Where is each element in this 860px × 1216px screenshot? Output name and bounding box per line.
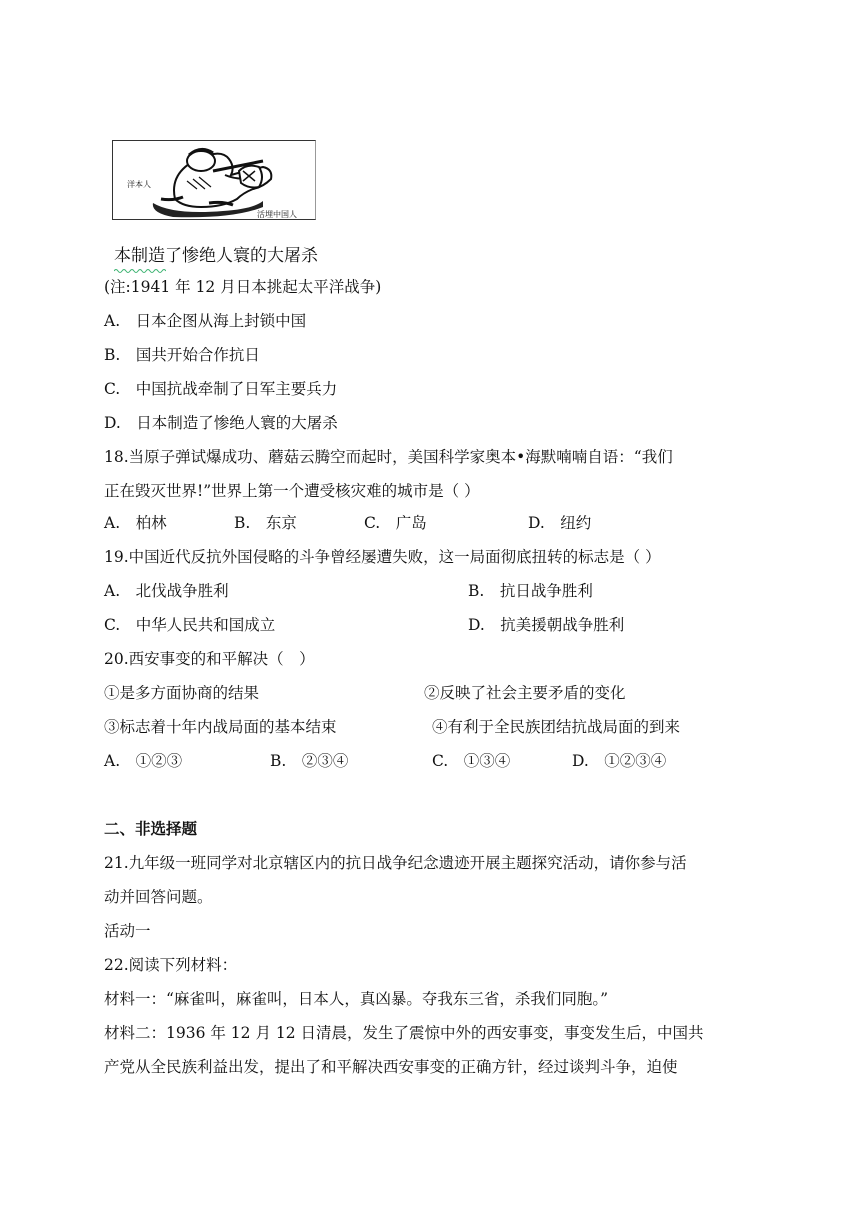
q19-stem: 19.中国近代反抗外国侵略的斗争曾经屡遭失败，这一局面彻底扭转的标志是（ ）	[104, 548, 661, 566]
q20-option-d: D. ①②③④	[572, 752, 667, 770]
cartoon-left-label: 洋本人	[127, 180, 151, 189]
q17-option-d: D. 日本制造了惨绝人寰的大屠杀	[104, 414, 338, 432]
q20-option-b: B. ②③④	[270, 752, 349, 770]
section-heading: 二、非选择题	[104, 820, 198, 838]
q18-stem-line2: 正在毁灭世界!”世界上第一个遭受核灾难的城市是（ ）	[104, 482, 480, 500]
q20-stem: 20.西安事变的和平解决（ ）	[104, 650, 315, 668]
q18-stem-line1: 18.当原子弹试爆成功、蘑菇云腾空而起时，美国科学家奥本•海默喃喃自语：“我们	[104, 448, 673, 466]
q19-option-d: D. 抗美援朝战争胜利	[468, 616, 625, 634]
material-2-line1: 材料二：1936 年 12 月 12 日清晨，发生了震惊中外的西安事变，事变发生后，中国共	[104, 1024, 704, 1042]
q20-item-4: ④有利于全民族团结抗战局面的到来	[432, 718, 681, 736]
q19-option-b: B. 抗日战争胜利	[468, 582, 593, 600]
q17-note: (注:1941 年 12 月日本挑起太平洋战争)	[104, 278, 382, 296]
q18-option-d: D. 纽约	[528, 514, 592, 532]
cartoon-image	[112, 140, 316, 220]
q19-option-c: C. 中华人民共和国成立	[104, 616, 276, 634]
activity-label: 活动一	[104, 922, 151, 940]
cartoon-drawing	[113, 141, 317, 221]
material-2-line2: 产党从全民族利益出发，提出了和平解决西安事变的正确方针，经过谈判斗争，迫使	[104, 1058, 678, 1076]
q17-option-c: C. 中国抗战牵制了日军主要兵力	[104, 380, 338, 398]
q20-option-c: C. ①③④	[432, 752, 511, 770]
q20-option-a: A. ①②③	[104, 752, 183, 770]
spellcheck-underline	[114, 268, 166, 273]
q20-item-3: ③标志着十年内战局面的基本结束	[104, 718, 337, 736]
cartoon-right-label: 活埋中国人	[257, 210, 297, 219]
q17-option-b: B. 国共开始合作抗日	[104, 346, 260, 364]
q20-item-1: ①是多方面协商的结果	[104, 684, 260, 702]
material-1: 材料一：“麻雀叫，麻雀叫，日本人，真凶暴。夺我东三省，杀我们同胞。”	[104, 990, 609, 1008]
q19-option-a: A. 北伐战争胜利	[104, 582, 229, 600]
q18-option-b: B. 东京	[234, 514, 297, 532]
q17-option-a: A. 日本企图从海上封锁中国	[104, 312, 307, 330]
q22-stem: 22.阅读下列材料：	[104, 956, 238, 974]
q20-item-2: ②反映了社会主要矛盾的变化	[424, 684, 626, 702]
cartoon-caption: 本制造了惨绝人寰的大屠杀	[114, 246, 318, 266]
q21-stem-line2: 动并回答问题。	[104, 888, 213, 906]
q21-stem-line1: 21.九年级一班同学对北京辖区内的抗日战争纪念遗迹开展主题探究活动，请你参与活	[104, 854, 687, 872]
q18-option-a: A. 柏林	[104, 514, 167, 532]
q18-option-c: C. 广岛	[364, 514, 427, 532]
